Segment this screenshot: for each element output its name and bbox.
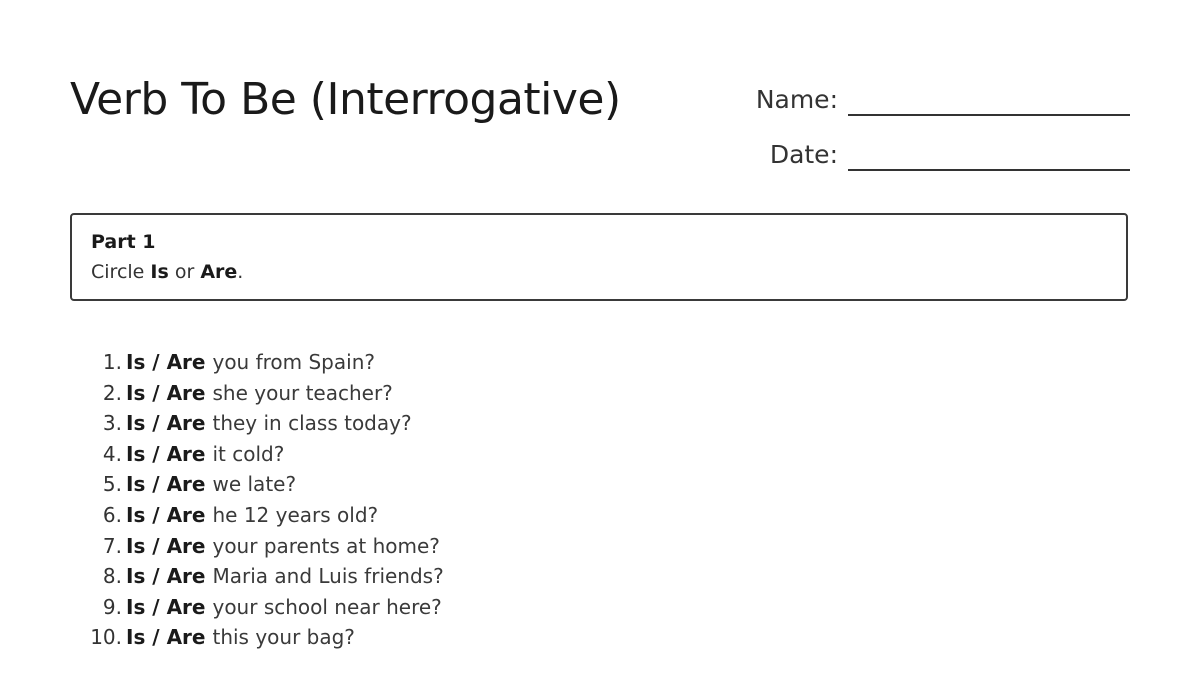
question-choice[interactable]: Is / Are xyxy=(126,625,206,650)
question-choice[interactable]: Is / Are xyxy=(126,472,206,497)
question-item xyxy=(88,472,444,503)
question-item xyxy=(88,534,444,565)
question-text: you from Spain? xyxy=(212,350,375,374)
question-number: 9. xyxy=(102,594,122,619)
date-row xyxy=(740,133,1130,171)
date-label: Date: xyxy=(769,140,838,169)
question-item xyxy=(88,564,444,595)
question-item xyxy=(88,411,444,442)
part-instruction xyxy=(91,261,243,283)
question-text: Maria and Luis friends? xyxy=(212,564,444,589)
question-number: 4. xyxy=(102,441,122,466)
question-choice[interactable]: Is / Are xyxy=(126,594,206,619)
question-choice[interactable]: Is / Are xyxy=(126,350,206,374)
date-blank-line[interactable] xyxy=(848,133,1130,171)
name-label: Name: xyxy=(755,85,838,114)
question-item xyxy=(88,503,444,534)
question-number: 6. xyxy=(102,502,122,527)
question-number: 5. xyxy=(102,472,122,497)
part-title: Part 1 xyxy=(91,231,156,253)
question-number: 2. xyxy=(102,380,122,405)
instructions-box xyxy=(70,213,1128,301)
question-choice[interactable]: Is / Are xyxy=(126,411,206,436)
question-item xyxy=(88,350,444,381)
question-item xyxy=(88,442,444,473)
instruction-prefix: Circle xyxy=(91,261,145,283)
question-text: we late? xyxy=(212,472,297,497)
question-number: 7. xyxy=(102,533,122,558)
question-choice[interactable]: Is / Are xyxy=(126,502,206,527)
question-choice[interactable]: Is / Are xyxy=(126,441,206,466)
question-text: this your bag? xyxy=(212,625,355,650)
question-item xyxy=(88,625,444,656)
instruction-joiner: or xyxy=(174,261,195,283)
question-item xyxy=(88,381,444,412)
question-text: it cold? xyxy=(212,441,285,466)
instruction-option-are: Are xyxy=(200,261,238,283)
question-text: he 12 years old? xyxy=(212,502,379,527)
instruction-suffix: . xyxy=(237,261,244,283)
question-text: they in class today? xyxy=(212,411,412,436)
question-choice[interactable]: Is / Are xyxy=(126,564,206,589)
question-choice[interactable]: Is / Are xyxy=(126,380,206,405)
question-text: she your teacher? xyxy=(212,380,393,405)
name-row xyxy=(740,78,1130,116)
question-number: 10. xyxy=(90,625,122,650)
question-text: your parents at home? xyxy=(212,533,440,558)
question-choice[interactable]: Is / Are xyxy=(126,533,206,558)
question-number: 8. xyxy=(102,564,122,589)
question-number: 1. xyxy=(102,350,122,374)
instruction-option-is: Is xyxy=(150,261,169,283)
worksheet-title: Verb To Be (Interrogative) xyxy=(70,74,621,125)
question-item xyxy=(88,595,444,626)
name-blank-line[interactable] xyxy=(848,78,1130,116)
question-text: your school near here? xyxy=(212,594,442,619)
question-list xyxy=(88,350,444,656)
question-number: 3. xyxy=(102,411,122,436)
